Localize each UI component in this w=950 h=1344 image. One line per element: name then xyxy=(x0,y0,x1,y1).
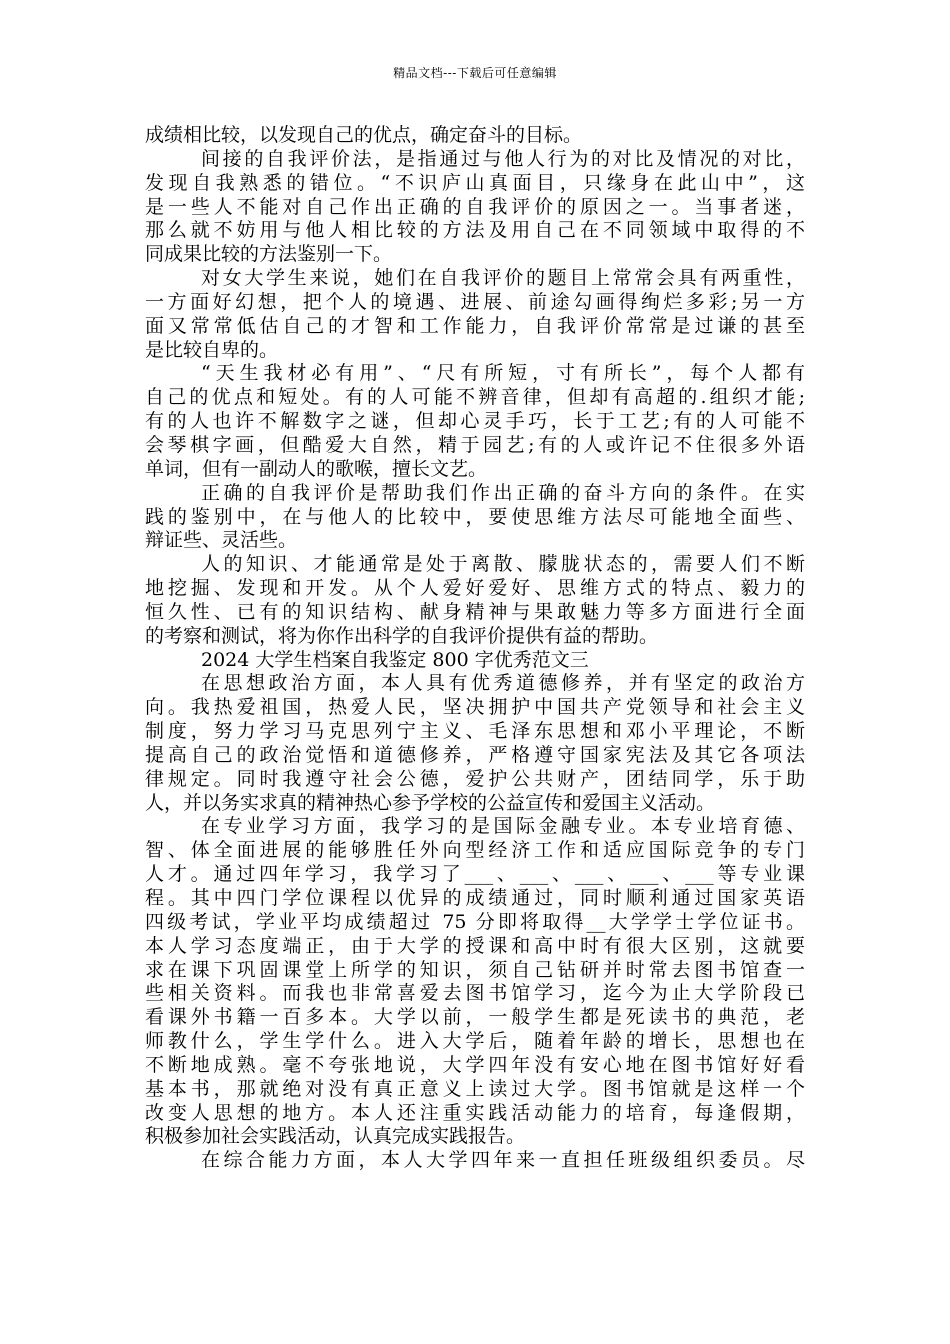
text-line: 看课外书籍一百多本。大学以前，一般学生都是死读书的典范，老 xyxy=(145,1006,805,1029)
page-header: 精品文档---下载后可任意编辑 xyxy=(393,66,557,80)
text-line: 人才。通过四年学习，我学习了___、___、___、___、___等专业课 xyxy=(145,863,805,886)
text-line: 提高自己的政治觉悟和道德修养，严格遵守国家宪法及其它各项法 xyxy=(145,743,805,766)
text-line: 人，并以务实求真的精神热心参予学校的公益宣传和爱国主义活动。 xyxy=(145,791,716,814)
text-line: 智、体全面进展的能够胜任外向型经济工作和适应国际竞争的专门 xyxy=(145,839,805,862)
text-line: 成绩相比较，以发现自己的优点，确定奋斗的目标。 xyxy=(145,124,583,146)
text-line: 在思想政治方面，本人具有优秀道德修养，并有坚定的政治方 xyxy=(201,672,805,695)
text-line: 地挖掘、发现和开发。从个人爱好爱好、思维方式的特点、毅力的 xyxy=(145,577,805,600)
text-line: 四级考试，学业平均成绩超过 75 分即将取得__大学学士学位证书。 xyxy=(145,910,805,933)
text-line: 辩证些、灵活些。 xyxy=(145,529,298,552)
text-line: 人的知识、才能通常是处于离散、朦胧状态的，需要人们不断 xyxy=(201,553,805,576)
text-line: 正确的自我评价是帮助我们作出正确的奋斗方向的条件。在实 xyxy=(201,481,805,504)
text-line: 是比较自卑的。 xyxy=(145,338,279,361)
text-line: 对女大学生来说，她们在自我评价的题目上常常会具有两重性， xyxy=(201,267,805,290)
text-line: 改变人思想的地方。本人还注重实践活动能力的培育，每逢假期， xyxy=(145,1101,805,1124)
text-line: 那么就不妨用与他人相比较的方法及用自己在不同领域中取得的不 xyxy=(145,219,805,242)
text-line: 向。我热爱祖国，热爱人民，坚决拥护中国共产党领导和社会主义 xyxy=(145,696,805,719)
text-line: 程。其中四门学位课程以优异的成绩通过，同时顺利通过国家英语 xyxy=(145,887,805,909)
text-line: 的考察和测试，将为你作出科学的自我评价提供有益的帮助。 xyxy=(145,624,659,647)
text-line: 一方面好幻想，把个人的境遇、进展、前途勾画得绚烂多彩;另一方 xyxy=(145,290,805,313)
text-line: 制度，努力学习马克思列宁主义、毛泽东思想和邓小平理论，不断 xyxy=(145,720,805,743)
text-line: 会琴棋字画，但酷爱大自然，精于园艺;有的人或许记不住很多外语 xyxy=(145,433,805,456)
section-heading: 2024 大学生档案自我鉴定 800 字优秀范文三 xyxy=(201,648,589,671)
text-line: 面又常常低估自己的才智和工作能力，自我评价常常是过谦的甚至 xyxy=(145,314,805,337)
text-line: 是一些人不能对自己作出正确的自我评价的原因之一。当事者迷， xyxy=(145,195,805,218)
text-line: “天生我材必有用”、“尺有所短，寸有所长”，每个人都有 xyxy=(201,362,805,385)
document-body xyxy=(145,124,805,1173)
text-line: 间接的自我评价法，是指通过与他人行为的对比及情况的对比， xyxy=(201,147,805,170)
text-line: 在专业学习方面，我学习的是国际金融专业。本专业培育德、 xyxy=(201,815,805,838)
text-line: 在综合能力方面，本人大学四年来一直担任班级组织委员。尽 xyxy=(201,1149,805,1172)
text-line: 单词，但有一副动人的歌喉，擅长文艺。 xyxy=(145,457,488,480)
text-line: 发现自我熟悉的错位。“不识庐山真面目，只缘身在此山中”，这 xyxy=(145,171,805,194)
text-line: 本人学习态度端正，由于大学的授课和高中时有很大区别，这就要 xyxy=(145,934,805,957)
text-line: 恒久性、已有的知识结构、献身精神与果敢魅力等多方面进行全面 xyxy=(145,600,805,623)
text-line: 践的鉴别中，在与他人的比较中，要使思维方法尽可能地全面些、 xyxy=(145,505,805,528)
text-line: 有的人也许不解数字之谜，但却心灵手巧，长于工艺;有的人可能不 xyxy=(145,410,805,433)
text-line: 师教什么，学生学什么。进入大学后，随着年龄的增长，思想也在 xyxy=(145,1030,805,1053)
text-line: 律规定。同时我遵守社会公德，爱护公共财产，团结同学，乐于助 xyxy=(145,767,805,790)
text-line: 同成果比较的方法鉴别一下。 xyxy=(145,243,393,266)
text-line: 基本书，那就绝对没有真正意义上读过大学。图书馆就是这样一个 xyxy=(145,1077,805,1100)
text-line: 求在课下巩固课堂上所学的知识，须自己钻研并时常去图书馆查一 xyxy=(145,958,805,981)
text-line: 不断地成熟。毫不夸张地说，大学四年没有安心地在图书馆好好看 xyxy=(145,1053,805,1076)
text-line: 些相关资料。而我也非常喜爱去图书馆学习，迄今为止大学阶段已 xyxy=(145,982,805,1005)
text-line: 自己的优点和短处。有的人可能不辨音律，但却有高超的.组织才能; xyxy=(145,386,805,409)
text-line: 积极参加社会实践活动，认真完成实践报告。 xyxy=(145,1125,526,1148)
